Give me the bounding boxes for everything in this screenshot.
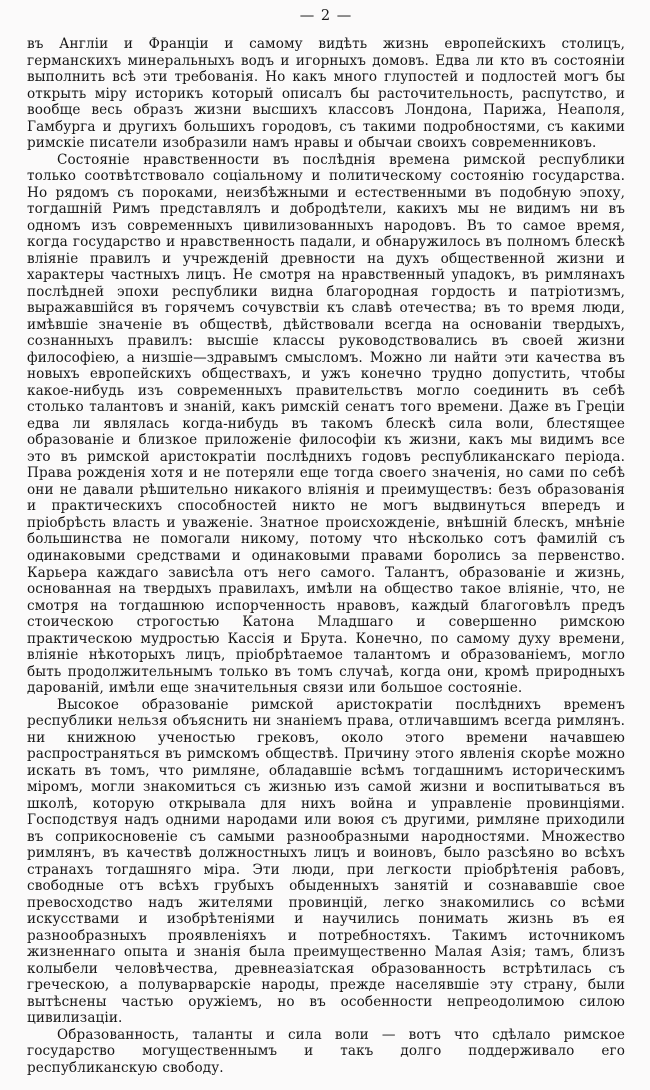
- paragraph: Состояніе нравственности въ послѣднія времена римской республики только соотвѣтствовало соціальному и политическому состоянію государства. Но рядомъ съ пороками, неизбѣжными и естественными въ подобную эпоху, тогдашній Римъ представлялъ и добродѣтели, какихъ мы не видимъ ни въ одномъ изъ современныхъ цивилизованныхъ народовъ. Въ то самое время, когда государство и нравственность падали, и обнаружилось въ полномъ блескѣ вліяніе правилъ и учрежденій древности на духъ общественной жизни и характеры частныхъ лицъ. Не смотря на нравственный упадокъ, въ римлянахъ послѣдней эпохи республики видна благородная гордость и патріотизмъ, выражавшійся въ горячемъ сочувствіи къ славѣ отечества; въ то время люди, имѣвшіе значеніе въ обществѣ, дѣйствовали всегда на основаніи твердыхъ, сознанныхъ правилъ: высшіе классы руководствовались въ своей жизни философіею, а низшіе—здравымъ смысломъ. Можно ли найти эти качества въ новыхъ европейскихъ обществахъ, и ужъ конечно трудно допустить, чтобы какое-нибудь изъ современныхъ правительствъ могло соединить въ себѣ столько талантовъ и знаній, какъ римскій сенатъ того времени. Даже въ Греціи едва ли являлась когда-нибудь въ такомъ блескѣ сила воли, блестящее образованіе и близкое приложеніе философіи къ жизни, какъ мы видимъ все это въ римской аристократіи послѣднихъ годовъ республиканскаго періода. Права рожденія хотя и не потеряли еще тогда своего значенія, но сами по себѣ они не давали рѣшительно никакого вліянія и преимуществъ: безъ образованія и практическихъ способностей никто не могъ выдвинуться впередъ и пріобрѣсть власть и уваженіе. Знатное происхожденіе, внѣшній блескъ, мнѣніе большинства не помогали никому, потому что нѣсколько сотъ фамилій съ одинаковыми средствами и одинаковыми правами боролись за первенство. Карьера каждаго зависѣла отъ него самого. Талантъ, образованіе и жизнь, основанная на твердыхъ правилахъ, имѣли на общество такое вліяніе, что, не смотря на тогдашнюю испорченность нравовъ, каждый благоговѣлъ предъ стоическою строгостью Катона Младшаго и совершенно римскою практическою мудростью Кассія и Брута. Конечно, по самому духу времени, вліяніе нѣкоторыхъ лицъ, пріобрѣтаемое талантомъ и образованіемъ, могло быть продолжительнымъ только въ томъ случаѣ, когда они, кромѣ природныхъ дарованій, имѣли еще значительныя связи или большое состояніе.: [27, 151, 625, 697]
- paragraph-continuation: въ Англіи и Франціи и самому видѣть жизнь европейскихъ столицъ, германскихъ минеральныхъ водъ и игорныхъ домовъ. Едва ли кто въ состояніи выполнить всѣ эти требованія. Но какъ много глупостей и подлостей могъ бы открыть міру историкъ который описалъ бы расточительность, распутство, и вообще весь образъ жизни высшихъ классовъ Лондона, Парижа, Неаполя, Гамбурга и другихъ большихъ городовъ, съ такими подробностями, съ какими римскіе писатели изобразили намъ нравы и обычаи своихъ современниковъ.: [27, 36, 625, 152]
- page-number: — 2 —: [299, 8, 353, 24]
- paragraph: Высокое образованіе римской аристократіи послѣднихъ временъ республики нельзя объяснить ни знаніемъ права, отличавшимъ всегда римлянъ. ни книжною ученостью грековъ, около этого времени начавшею распространяться въ римскомъ обществѣ. Причину этого явленія скорѣе можно искать въ томъ, что римляне, обладавшіе всѣмъ тогдашнимъ историческимъ міромъ, могли знакомиться съ жизнью изъ самой жизни и воспитываться въ школѣ, которую открывала для нихъ война и управленіе провинціями. Господствуя надъ одними народами или воюя съ другими, римляне приходили въ соприкосновеніе съ самыми разнообразными народностями. Множество римлянъ, въ качествѣ должностныхъ лицъ и воиновъ, было разсѣяно во всѣхъ странахъ тогдашняго міра. Эти люди, при легкости пріобрѣтенія рабовъ, свободные отъ всѣхъ грубыхъ обыденныхъ занятій и сознававшіе свое превосходство надъ жителями провинцій, легко знакомились со всѣми искусствами и изобрѣтеніями и научились понимать жизнь въ ея разнообразныхъ проявленіяхъ и потребностяхъ. Такимъ источникомъ жизненнаго опыта и знанія была преимущественно Малая Азія; тамъ, близъ колыбели человѣчества, древнеазіатская образованность встрѣтилась съ греческою, а полуварварскіе народы, прежде населявшіе эту страну, были вытѣснены частью оружіемъ, но въ особенности непреодолимою силою цивилизаціи.: [27, 696, 625, 1027]
- page-body: [27, 36, 625, 1076]
- paragraph: Образованность, таланты и сила воли — вотъ что сдѣлало римское государство могущественнымъ и такъ долго поддерживало его республиканскую свободу.: [27, 1026, 625, 1076]
